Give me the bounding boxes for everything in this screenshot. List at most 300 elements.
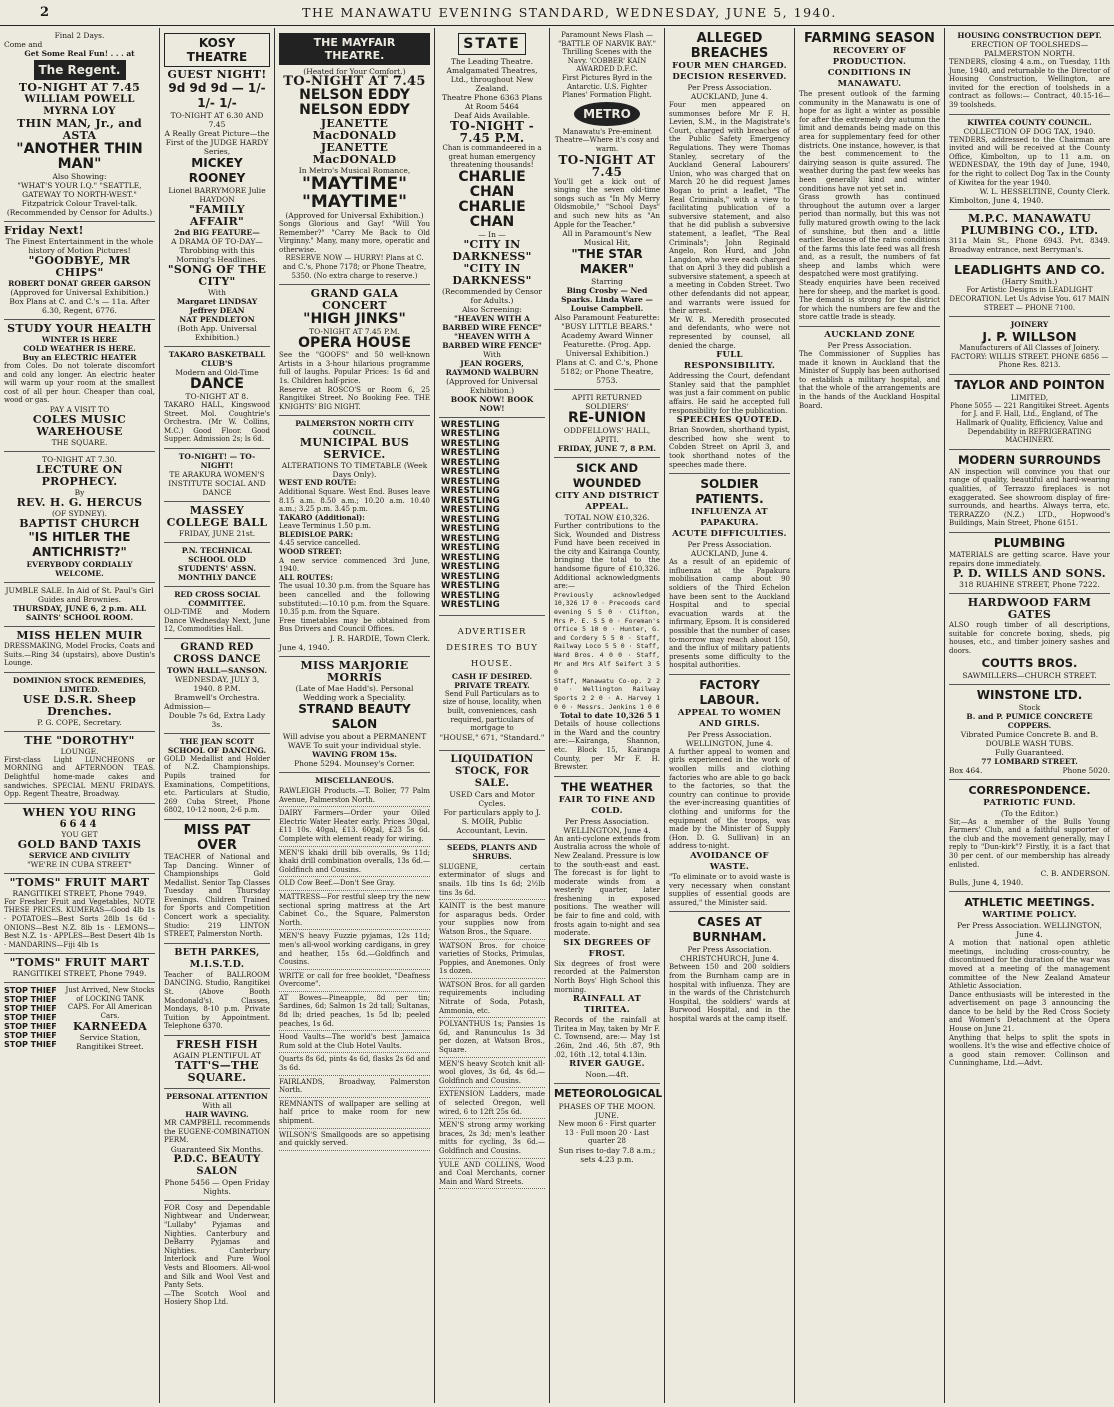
coutts-gates: HARDWOOD FARM GATES [967,596,1092,622]
soldier-subhead2: ACUTE DIFFICULTIES. [672,529,787,540]
auckland-body: The Commissioner of Supplies has made it known in Auckland that the Minister of Supply has been authorised to establish a military hospital, and that the whole of the arrangements are in the hands of the Auckland Hospital Board. [799,350,940,410]
farming-subhead2: CONDITIONS IN MANAWATU. [827,68,912,89]
muir-body: DRESSMAKING, Model Frocks, Coats and Suits.—Ring 34 (upstairs), above Dustin's Lounge. [4,641,155,668]
parkes-ad [164,944,270,1036]
jumble-sale: JUMBLE SALE. In Aid of St. Paul's Girl Guides and Brownies. [5,585,154,604]
wrestling-line: WRESTLING [441,476,501,487]
coutts-body: ALSO rough timber of all descriptions, suitable for concrete boxing, sheds, pig houses, etc., and timber joinery sashes and doors. [949,621,1110,655]
correspondence-title: PATRIOTIC FUND. [983,797,1076,808]
coutts-name: COUTTS BROS. [981,655,1078,670]
regent-film-title: "ANOTHER THIN MAN" [16,141,143,172]
liquidation-title: LIQUIDATION STOCK, FOR SALE. [450,753,534,789]
metro-byrd: First Pictures Byrd in the Antarctic. U.S. Fighter Planes' Formation Flight. [561,73,653,100]
liquidation-used: USED Cars and Motor Cycles. [449,789,535,808]
strand-body: Will advise you about a PERMANENT WAVE To suit your individual style. [282,732,427,750]
heater-body: from Coles. Do not tolerate discomfort and cold any longer. An electric heater will warm up your room at the smallest cost of all per hour. Cheaper than coal, wood or gas. [4,362,155,405]
tatts-again: AGAIN PLENTIFUL AT [173,1051,261,1060]
burnham-article [669,912,790,1027]
terrazzo-ad [949,450,1110,533]
athletic-subhead: WARTIME POLICY. [982,910,1077,921]
metro-newsreel2: Thrilling Scenes with the Navy. 'COBBER' KAIN AWARDED D.F.C. [562,48,652,74]
bus-west-body: Additional Square. West End. Buses leave 8.15 a.m. 8.50 a.m.; 10.20 a.m. 10.40 a.m.; 3.25 p.m. 3.45 p.m. [279,487,430,514]
weather-dateline: Per Press Association. WELLINGTON, June 4. [563,816,651,835]
state-logo: STATE [458,33,525,55]
state-cast: JEAN ROGERS, RAYMOND WALBURN [445,358,539,377]
lecture-welcome: EVERYBODY CORDIALLY WELCOME. [26,559,133,578]
dorothy-ad [4,732,155,804]
correspondence-section [949,780,1110,893]
column-4 [435,28,550,1403]
muir-ad [4,627,155,673]
chips-cast: ROBERT DONAT GREER GARSON [8,279,151,288]
correspondence-headline: CORRESPONDENCE. [968,783,1091,797]
classified-quarts: Quarts 8s 6d, pints 4s 6d, flasks 2s 6d and 3s 6d. [279,1053,430,1075]
weather-body: An anti-cyclone extends from Australia across the whole of New Zealand. Pressure is low to the south-east and east. The forecast is for light to moderate winds from a westerly quarter, later freshening in exposed positions. The weather will be fair to fine and cold, with frosts again to-night and sea moderate. [554,834,660,938]
classified-mens-overalls: MEN'S khaki drill bib overalls, 9s 11d; khaki drill combination overalls, 13s 6d.—Goldfinch and Cousins. [279,847,430,878]
state-phones: Theatre Phone 6363 Plans At Room 5464 [441,93,543,111]
wrestling-line: WRESTLING [441,505,501,516]
frost-headline: SIX DEGREES OF FROST. [563,937,651,959]
state-deaf: Deaf Aids Available. [453,111,531,120]
house-send: Send Full Particulars as to size of house, locality, when built, conveniences, cash required, particulars of mortgage to [442,689,542,733]
classified-bowes: AT Bowes—Pineapple, 8d per tin; Sardines, 6d; Salmon 1s 2d tall; Sultanas, 8d lb; dried peaches, 1s 5d lb; peeled peaches, 1s 6d. [279,992,430,1031]
farming-subhead: RECOVERY OF PRODUCTION. [832,46,907,67]
mpc-body: 311a Main St., Phone 6943. Pvt. 8349. Broadway entrance, next Berryman's. [949,237,1110,254]
state-with: With [483,349,501,359]
regent-come: Come and [4,40,43,49]
breaches-subhead: FOUR MEN CHARGED. [672,61,787,71]
seeds-classifieds [439,840,545,1194]
bus-takaro-body: Leave Terminus 1.50 p.m. [279,522,371,531]
chips-note: (Approved for Universal Exhibition.) Box Plans at C. and C.'s — 11a. After 6.30, Regent, 6776. [9,288,150,315]
housing-sub: ERECTION OF TOOLSHEDS— PALMERSTON NORTH. [970,40,1089,58]
regent-logo: The Regent. [34,60,126,80]
wrestling-line: WRESTLING [441,600,501,611]
lecture-speaker: REV. H. G. HERCUS [16,495,143,509]
classified-rawleigh: RAWLEIGH Products.—T. Bolier, 77 Palm Avenue, Palmerston North. [279,785,430,807]
river-reading: Noon.—4ft. [585,1070,629,1080]
soldier-headline: SOLDIER PATIENTS. [695,477,764,507]
dorothy-lounge: LOUNGE. [60,746,99,756]
classified-kainit: KAINIT is the best manure for asparagus beds. Order your supplies now from Watson Bros., the Square. [439,900,545,939]
wrestling-line: WRESTLING [441,457,501,468]
dorothy-name: THE "DOROTHY" [24,733,135,747]
pdc-phone: Phone 5456 — Open Friday Nights. [164,1177,270,1196]
mayfair-heated: (Heated for Your Comfort.) [303,67,406,76]
patover-ad [164,820,270,944]
breaches-body: Four men appeared on summonses before Mr F. H. Levien, S.M., in the Magistrate's Court, charged with breaches of the Public Safety Emergency Regulations. They were Thomas Stanley, secretary of the Auckland General Labourers' Union, who was charged that on March 20 he did request James Bogan to print a leaflet, "The Real Criminals," with a view to facilitating publication of a subversive statement, and also that he did publish a subversive statement, a leaflet, "The Real Criminals"; John Reginald Angelo, Ron Hurd, and John Langdon, who were each charged that on April 3 they did publish a subversive statement, a speech at a meeting in Cobden Street. Two other defendants did not appear, and warrants were issued for their arrest. [669,101,790,316]
stop-thief-7: STOP THIEF [4,1040,57,1050]
leadlights-ad [949,259,1110,317]
toms2-name: "TOMS" FRUIT MART [9,956,150,970]
soldier-subhead: INFLUENZA AT PAPAKURA. [691,507,768,529]
column-8 [945,28,1114,1403]
sick-wounded-article [554,458,660,777]
dorothy-body: First-class Light LUNCHEONS or MORNING and AFTERNOON TEAS. Delightful home-made cakes and sandwiches. SPECIAL MENU FRIDAYS. Opp. Regent Theatre, Broadway. [4,755,155,799]
leadlights-body: For Artistic Designs in LEADLIGHT DECORATION. Let Us Advise You. 617 MAIN STREET — PHONE 7100. [949,286,1110,312]
coles-name: COLES MUSIC WAREHOUSE [32,412,127,438]
wills-body: MATERIALS are getting scarce. Have your repairs done immediately. [949,551,1110,568]
coutts-ad [949,594,1110,684]
winstone-tubs: Vibrated Pumice Concrete B. and B. DOUBLE WASH TUBS. [960,729,1099,748]
liquidation-moir: For particulars apply to J. S. MOIR, Public Accountant, Levin. [443,807,541,835]
regent-fun: Get Some Real Fun! . . . at [24,49,135,58]
lecture-topic: "IS HITLER THE ANTICHRIST?" [28,529,131,559]
soldier-dateline: Per Press Association. AUCKLAND, June 4. [687,540,772,559]
wrestling-line: WRESTLING [441,429,501,440]
state-book-now: BOOK NOW! BOOK NOW! [450,394,534,413]
regent-showing: Also Showing: [52,172,107,181]
state-film2-b: "HEAVEN WITH A BARBED WIRE FENCE" [442,331,542,350]
rain-headline: RAINFALL AT TIRITEA. [572,994,642,1016]
grand-date: WEDNESDAY, JULY 3, 1940. 8 P.M. [174,674,260,693]
grand-prices: Double 7s 6d, Extra Lady 3s. [168,710,266,729]
state-in: — In — [478,229,506,239]
takaro-modern: Modern and Old-Time [175,368,259,377]
soldier-body: As a result of an epidemic of influenza at the Papakura mobilisation camp about 90 soldiers of the Third Echelon have been sent to the Auckland Hospital and to special evacuation wards at the infirmary, Epsom. It is considered possible that the number of cases to-morrow may reach about 150, and the influx of military patients presents some difficulty to the hospital authorities. [669,558,790,670]
breaches-speeches-heading: SPEECHES QUOTED. [676,415,783,426]
muir-name: MISS HELEN MUIR [16,628,143,642]
apiti-soldiers: APITI RETURNED SOLDIERS' [572,393,642,412]
masthead-title: THE MANAWATU EVENING STANDARD, WEDNESDAY, JUNE 5, 1940. [302,5,837,20]
redcross-ad [164,587,270,639]
grand-admission: Admission— [164,701,211,711]
kiwitea-body: TENDERS, addressed to the Chairman are invited and will be received at the County Office, Kimbolton, up to 11 a.m. on WEDNESDAY, the 19th day of June, 1940, for the right to collect Dog Tax in the County of Kiwitea for the year 1940. [949,135,1110,187]
kosy-pendleton: NAT PENDLETON [179,315,255,324]
massey-ball: MASSEY COLLEGE BALL [166,503,268,529]
massey-ad [164,502,270,543]
takaro-ad [164,347,270,449]
pdc-personal: PERSONAL ATTENTION [166,1092,268,1101]
jumble-ad [4,583,155,627]
wrestling-line: WRESTLING [441,590,501,601]
classified-polyanthus: POLYANTHUS 1s; Pansies 1s 6d, and Ranunculus 1s 3d per dozen, at Watson Bros., Square. [439,1018,545,1057]
breaches-headline: ALLEGED BREACHES [690,31,769,61]
mayfair-film-b: "MAYTIME" [302,192,407,212]
soldier-article [669,474,790,675]
classified-deafness: WRITE or call for free booklet, "Deafness Overcome". [279,970,430,992]
kosy-drama: A DRAMA OF TO-DAY—Throbbing with this Morning's Headlines. [171,237,263,264]
classified-braces: MEN'S strong army working braces, 2s 3d; men's leather mitts for cycling, 3s 6d.—Goldfinch and Cousins. [439,1119,545,1158]
bus-council: PALMERSTON NORTH CITY COUNCIL. [295,419,414,438]
classified-heavy: MEN'S heavy Fuzzie pyjamas, 12s 11d; men's all-wool working cardigans, in grey and heather, 15s 6d.—Goldfinch and Cousins. [279,930,430,969]
house-private: PRIVATE TREATY. [454,680,530,690]
column-6 [665,28,795,1403]
jinks-title: "HIGH JINKS" [303,311,406,328]
metro-logo: METRO [574,102,640,126]
taylor-limited: LIMITED, [1010,392,1049,402]
regent-ad [4,28,155,222]
tatts-fresh-fish: FRESH FISH [176,1038,258,1051]
regent-film: THIN MAN, Jr., and ASTA [16,117,143,142]
classified-mens-gloves: MEN'S heavy Scotch knit all-wool gloves, 3s 6d, 4s 6d.—Goldfinch and Cousins. [439,1058,545,1089]
toms-ad [4,874,155,955]
strand-phone: Phone 5294. Mounsey's Corner. [294,759,415,768]
bus-wood: WOOD STREET: [279,547,342,557]
regent-final-days: Final 2 Days. [54,31,105,40]
strand-waving: WAVING FROM 15s. [312,750,397,759]
correspondence-date: Bulls, June 4, 1940. [949,878,1024,888]
mayfair-romance: In Metro's Musical Romance, [298,166,411,175]
metro-academy: Academy Award Winner Featurette. (Prog. App. Universal Exhibition.) [561,331,653,359]
metro-premier: Manawatu's Pre-eminent Theatre—Where it's cosy and warm. [554,127,660,153]
auckland-article [799,327,940,414]
jinks-reserve: Reserve at ROSCO'S or Room 6, 25 Rangitikei Street. No Booking Fee. THE KNIGHTS' BIG NIGHT. [279,385,430,411]
arakura-tonight: TO-NIGHT! — TO-NIGHT! [178,451,256,470]
kiwitea-title: KIWITEA COUNTY COUNCIL. [967,117,1092,127]
pdc-hair: HAIR WAVING. [185,1110,249,1119]
chips-ad [4,222,155,320]
state-tonight: TO-NIGHT - 7.45 P.M. [449,119,535,145]
breaches-body2: Mr W. R. Meredith prosecuted and defendants, who were not represented by counsel, all denied the charge. [669,315,790,350]
taxi-when: WHEN YOU RING [22,805,137,819]
athletic-headline: ATHLETIC MEETINGS. [964,896,1095,910]
coles-square: THE SQUARE. [51,437,108,447]
cold-here: COLD WEATHER IS HERE. [23,344,136,353]
arakura-name: TE ARAKURA WOMEN'S INSTITUTE SOCIAL AND DANCE [168,469,266,497]
state-rec: (Recommended by Censor for Adults.) [441,286,543,305]
weather-article [554,777,660,1084]
dominion-ad [4,673,155,732]
coutts-sawmillers: SAWMILLERS—CHURCH STREET. [962,670,1097,680]
met-phases: PHASES OF THE MOON. [558,1102,656,1112]
kiwitea-date: Kimbolton, June 4, 1940. [949,196,1044,206]
classified-remnants: REMNANTS of wallpaper are selling at half price to make room for new shipment. [279,1098,430,1129]
bus-notice [279,416,430,657]
kiwitea-clerk: W. L. HESSELTINE, County Clerk. [979,187,1110,197]
grand-town: TOWN HALL—SANSON. [167,665,267,675]
leadlights-owner: (Harry Smith.) [1001,277,1058,287]
column-2 [160,28,275,1403]
winstone-ad [949,685,1110,780]
farming-body3: Steady enquiries have been received here for sheep, and the market is good. The demand is strong for the district for which the numbers are few and the store cattle trade is steady. [799,279,940,322]
classified-wilson: WILSON'S Smallgoods are so appetising and quickly served. [279,1129,430,1151]
jinks-ad [279,285,430,416]
burnham-body: Between 150 and 200 soldiers from the Burnham camp are in hospital with influenza. They are in the wards of the Christchurch Hospital, the soldiers' wards at Burwood Hospital, and in the hospital wards at the camp itself. [669,963,790,1023]
wrestling-line: WRESTLING [441,419,501,430]
parkes-body: Teacher of BALLROOM DANCING. Studio, Rangitikei St. (Above Booth Macdonald's). Classes, Mondays, 8-10 p.m. Private Tuition by Appointment. Telephone 6370. [164,970,270,1031]
breaches-full-body: Addressing the Court, defendant Stanley said that the pamphlet was just a fair comment on public affairs. He said he accepted full responsibility for the publication. [669,372,790,415]
bus-all-body: The usual 10.30 p.m. from the Square has been cancelled and the following substituted:—10.10 p.m. from the Square. 10.35 p.m. from the Square. [279,582,430,617]
jinks-body: See the "GOOFS" and 50 well-known Artists in a 3-hour hilarious programme full of laughs. Popular Prices: 1s 6d and 1s. Children half-price. [279,351,430,385]
misc-header-1: MISCELLANEOUS. [315,776,394,785]
bus-all: ALL ROUTES: [279,572,333,582]
seeds-header: SEEDS, PLANTS AND SHRUBS. [446,842,538,861]
takaro-dance: DANCE [189,376,244,392]
house-wanted-headline: ADVERTISER DESIRES TO BUY HOUSE. [446,626,538,669]
willson-ad [949,317,1110,375]
kosy-tonight: TO-NIGHT AT 6.30 AND 7.45 [170,111,264,129]
apiti-reunion: RE-UNION [567,410,647,427]
takaro-body: TAKARO HALL, Kingswood Street. Mol. Coughtrie's Orchestra. (Mr W. Collins, M.C.) Good Floor. Good Supper. Admission 2s; ls 6d. [164,401,270,444]
lecture-sydney: (OF SYDNEY). [51,508,108,518]
met-headline: METEOROLOGICAL [554,1088,663,1101]
classified-mattress: MATTRESS—For restful sleep try the new sectional spring mattress at the Art Cabinet Co., the Square, Palmerston North. [279,891,430,930]
lecture-time: TO-NIGHT AT 7.30. [42,454,117,464]
kiwitea-dog-tax: COLLECTION OF DOG TAX, 1940. [963,126,1096,136]
classified-yule: YULE AND COLLINS, Wood and Coal Merchants, corner Main and Ward Streets. [439,1159,545,1190]
metro-newsreel: Paramount News Flash — "BATTLE OF NARVIK BAY." [558,31,656,48]
taxi-phone: 6644 [59,818,100,830]
metro-tonight: TO-NIGHT AT 7.45 [558,152,656,179]
takaro-time: TO-NIGHT AT 8. [185,392,249,401]
athletic-dateline: Per Press Association. WELLINGTON, June 4. [957,921,1102,940]
baptist-church: BAPTIST CHURCH [19,516,140,530]
state-chan-intro: Chan is commandeered in a great human emergency threatening thousands! [442,144,542,170]
stop-thief-body: Just Arrived, New Stocks of LOCKING TANK CAPS. For All American Cars. [65,986,155,1021]
bus-alterations: ALTERATIONS TO TIMETABLE (Week Days Only). [281,461,428,480]
scotch-body: FOR Cosy and Dependable Nightwear and Underwear, "Lullaby" Pyjamas and Nighties. Canterbury and DeBarry Pyjamas and Nighties. Canterbury Interlock and Pure Wool Vests and Bloomers. All-wool and Silk and Wool Vest and Panty Sets. [164,1203,270,1290]
classified-oldcow: OLD Cow Beef.—Don't See Gray. [279,877,430,891]
stop-thief-2: STOP THIEF [4,995,57,1005]
study-health: STUDY YOUR HEALTH [7,322,152,335]
state-also: Also Screening: [462,304,522,314]
bus-bledisloe: BLEDISLOE PARK: [279,529,354,539]
wrestling-line: WRESTLING [441,543,501,554]
wrestling-line: WRESTLING [441,552,501,563]
apiti-ad [554,390,660,458]
sick-acknowledgments-2: Staff, Manawatu Co-op. 2 2 0 · Wellington Railway Sports 2 2 0 · A. Harvey 1 0 0 · Messrs. Jenkins 1 0 0 [554,676,660,711]
house-cash: CASH IF DESIRED. [451,671,533,681]
metro-featurette: Also Paramount Featurette: "BUSY LITTLE BEARS." [554,313,660,332]
factory-waste-body: "To eliminate or to avoid waste is very necessary when constant supplies of essential goods are assured," the Minister said. [669,873,790,907]
classified-dairy: DAIRY Farmers—Order your Oiled Electric Water Heater early. Prices 30gal, £11 10s. 40gal, £13. 60gal, £23 5s 6d. Complete with element ready for wiring. [279,807,430,846]
metro-ad [554,28,660,390]
column-3 [275,28,435,1403]
auckland-dateline: Per Press Association. [827,341,912,351]
grand-orchestra: Bramwell's Orchestra. [174,692,260,702]
stop-thief-ad [4,983,155,1054]
bus-wood-body: A new service commenced 3rd June, 1940. [279,556,430,574]
stop-thief-6: STOP THIEF [4,1031,57,1041]
kosy-great: A Really Great Picture—the First of the JUDGE HARDY Series, [164,129,270,156]
apiti-place: APITI. [595,435,619,445]
tatts-name: TATT'S—THE SQUARE. [175,1059,259,1084]
bus-clerk: J. R. HARDIE, Town Clerk. [329,634,430,643]
regent-cast: WILLIAM POWELL MYRNA LOY [24,94,135,117]
classified-fairlands: FAIRLANDS, Broadway, Palmerston North. [279,1076,430,1098]
metro-cast: Bing Crosby — Ned Sparks. Linda Ware — Louise Campbell. [561,286,653,314]
state-ad [439,28,545,418]
winstone-phone: Phone 5020. [1062,765,1110,775]
frost-body: Six degrees of frost were recorded at the Palmerston North Boys' High School this morning. [554,959,660,994]
farming-headline: FARMING SEASON [804,31,935,46]
wrestling-line: WRESTLING [441,467,501,478]
athletic-dance-note: Dance enthusiasts will be interested in the advertisement on page 3 announcing the dance to be held by the Red Cross Society and Women's Detachment at the Opera House on June 21. [949,990,1110,1034]
dsr-line: USE D.S.R. Sheep Drenches. [22,692,137,718]
pdc-campbell: MR CAMPBELL recommends the EUGENE-COMBINATION PERM. [164,1119,270,1145]
stop-thief-1: STOP THIEF [4,986,57,996]
stop-thief-5: STOP THIEF [4,1022,57,1032]
mayfair-star1b: NELSON EDDY [299,102,410,118]
farming-article [799,28,940,327]
willson-joinery: JOINERY [1010,320,1049,330]
farming-body: The present outlook of the farming community in the Manawatu is one of hope for as light a winter as possible for after the extremely dry autumn the limit and demands being made on this area for supplementary feed for other districts. One instance, however, is that the best commencement to the dairying season is quite assured. The weather during the past few weeks has been generally kind and winter conditions have not yet set in. [799,90,940,193]
factory-dateline: Per Press Association. WELLINGTON, June 4. [685,729,774,748]
burnham-headline: CASES AT BURNHAM. [692,915,767,945]
strand-ad [279,657,430,773]
mpc-name: M.P.C. MANAWATU PLUMBING CO., LTD. [960,212,1099,238]
taxi-service: SERVICE AND CIVILITY [28,850,131,860]
factory-subhead: APPEAL TO WOMEN AND GIRLS. [677,707,782,729]
terrazzo-headline: MODERN SURROUNDS [957,452,1101,467]
redcross-oldtime: OLD-TIME and Modern Dance Wednesday Next, June 12, Commodities Hall. [164,607,270,634]
taxi-cuba: "WE'RE IN CUBA STREET" [27,859,132,869]
redcross-committee: RED CROSS SOCIAL COMMITTEE. [174,589,260,608]
sick-acknowledgments: Previously acknowledged 10,326 17 0 · Precoods card evening 5 5 0 · Clifton, Mrs P. E. 5 5 0 · Foreman's Office 5 10 0 · Hunter, G. and Cordery 5 5 0 · Staff, Railway Loco 5 5 0 · Staff, Ward Bros. 4 0 0 · Staff, Mr and Mrs Alf Seifert 3 5 0 [554,590,660,677]
tatts-ad [164,1036,270,1089]
factory-article [669,675,790,913]
winstone-box: Box 464. [949,765,983,775]
kosy-cast2: Margaret LINDSAY Jeffrey DEAN [176,297,258,315]
correspondence-editor: (To the Editor.) [1000,808,1059,818]
pdc-name: P.D.C. BEAUTY SALON [173,1153,261,1177]
pdc-ad [164,1089,270,1201]
state-film: "CITY IN DARKNESS" [452,237,532,263]
stop-thief-3: STOP THIEF [4,1004,57,1014]
kosy-logo: KOSY THEATRE [164,33,270,67]
technical-dance: P.N. TECHNICAL SCHOOL OLD STUDENTS' ASSN. MONTHLY DANCE [178,545,256,582]
arakura-ad [164,449,270,502]
kosy-cast: Lionel BARRYMORE Julie HAYDON [168,186,266,204]
bus-date: June 4, 1940. [279,643,330,652]
liquidation-ad [439,751,545,840]
bus-title: MUNICIPAL BUS SERVICE. [299,436,410,462]
coles-ad [4,320,155,452]
kosy-approved: (Both App. Universal Exhibition.) [177,324,257,342]
scotch-wool-ad [164,1201,270,1311]
scott-body: GOLD Medallist and Holder of N.Z. Championships. Pupils trained for Examinations, Competitions, etc. Particulars at Studio, 269 Cuba Street, Phone 6802, 10-12 noon, 2-6 p.m. [164,754,270,815]
met-month: JUNE. [595,1111,619,1121]
toms-address: RANGITIKEI STREET, Phone 7949. [12,888,147,898]
karneeda-address: Service Station, Rangitikei Street. [76,1032,144,1051]
classified-watson2: WATSON Bros. for all garden requirements including Nitrate of Soda, Potash, Ammonia, etc. [439,979,545,1018]
grand-dance-ad [164,639,270,734]
masthead [0,0,1114,26]
apiti-date: FRIDAY, JUNE 7, 8 P.M. [557,444,657,454]
mayfair-tonight: TO-NIGHT AT 7.45 [283,74,426,89]
winstone-name: WINSTONE LTD. [976,687,1083,702]
toms-name: "TOMS" FRUIT MART [9,875,150,889]
massey-date: FRIDAY, JUNE 21st. [178,528,256,538]
grand-dance: GRAND RED CROSS DANCE [173,641,261,665]
leadlights-name: LEADLIGHTS AND CO. [954,262,1105,278]
correspondence-body: Sir,—As a member of the Bulls Young Farmers' Club, and a faithful supporter of the club and the movement generally, may I reply to "Dun-kirk"? Firstly, it is a fact that 30 per cent. of our membership has already enlisted. [949,817,1110,869]
mpc-ad [949,210,1110,259]
strand-name: STRAND BEAUTY SALON [298,702,411,731]
sick-total-line: Total to date 10,326 5 1 [560,711,660,721]
met-sun: Sun rises to-day 7.8 a.m.; sets 4.23 p.m. [558,1145,656,1164]
mayfair-ad [279,28,430,285]
bus-takaro: TAKARO (Additional): [279,512,365,522]
breaches-article [669,28,790,474]
toms-price-list: For Fresher Fruit and Vegetables, NOTE THESE PRICES. KUMERAS—Good 4lb 1s · POTATOES—Best Sorts 28lb 1s 6d · ONIONS—Best N.Z. 8lb 1s · LEMONS—Best N.Z. 1s · APPLES—Best Desert 4lb 1s · MANDARINS—Fiji 4lb 1s [4,897,155,949]
state-chan: CHARLIE CHAN [458,168,526,200]
metro-plans: Plans at C. and C.'s, Phone 5182; or Phone Theatre, 5753. [556,358,658,386]
sick-body: Further contributions to the Sick, Wounded and Distress Fund have been received in the city and Kairanga County, bringing the total to the handsome figure of £10,326. Additional acknowledgments are:— [554,522,660,591]
terrazzo-body: AN inspection will convince you that our range of quality, beautiful and hard-wearing qualities, of Terrazzo fireplaces is not exaggerated. See showroom display of fire-surrounds, and hearths. Always terra, etc. TERRAZZO (N.Z.) LTD., Hopwood's Buildings, Main Street, Phone 6151. [949,467,1110,528]
wrestling-line: WRESTLING [441,533,501,544]
mayfair-reserve: RESERVE NOW — HURRY! Plans at C. and C.'s, Phone 7178; or Phone Theatre, 5350. (No extra charge to reserve.) [282,254,427,280]
bus-bledisloe-body: 4.45 service cancelled. [279,539,361,548]
willson-body: Manufacturers of All Classes of Joinery. FACTORY: WILLIS STREET. PHONE 6856 — Phone Res. 8213. [950,344,1109,370]
lecture-ad [4,452,155,583]
metro-film: "THE STAR MAKER" [571,247,643,277]
strand-morris-sub: (Late of Mae Hadd's). Personal Wedding work a Speciality. [295,684,414,702]
taylor-body: Phone 5055 — 221 Rangitikei Street. Agents for J. and F. Hall, Ltd., England, of The Hallmark of Quality, Efficiency, Value and Dependability in REFRIGERATING MACHINERY. [950,401,1109,445]
regent-short: "WHAT'S YOUR I.Q." "SEATTLE, GATEWAY TO NORTH-WEST." Fitzpatrick Colour Travel-talk. (Recommended by Censor for Adults.) [6,181,153,217]
bus-west-route: WEST END ROUTE: [279,478,357,488]
